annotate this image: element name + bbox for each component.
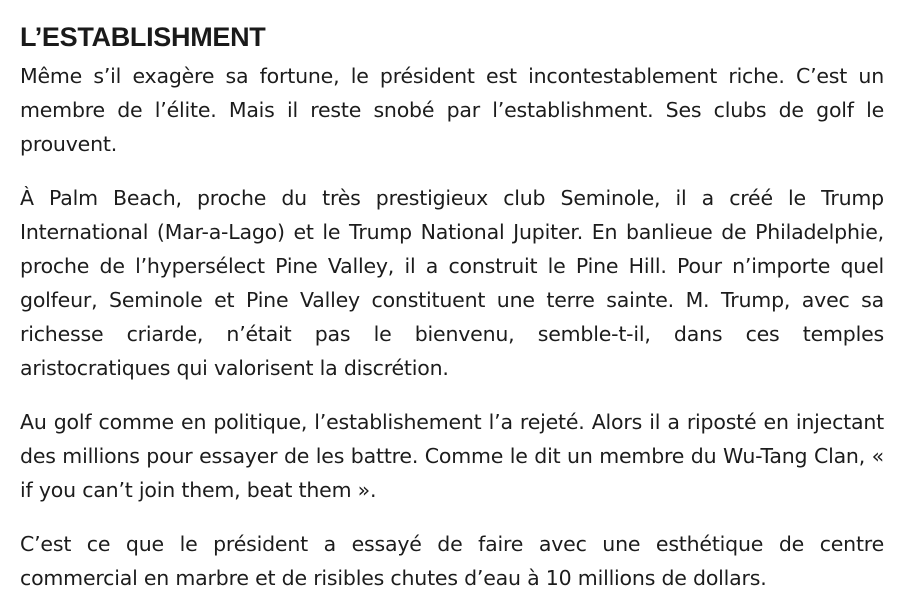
section-heading: L’ESTABLISHMENT xyxy=(20,22,266,52)
paragraph-3: Au golf comme en politique, l’establishement l’a rejeté. Alors il a riposté en injectant des millions pour essayer de les battre. Comme le dit un membre du Wu-Tang Clan, « if you can’t join them, beat them ». xyxy=(20,410,884,502)
article xyxy=(20,18,884,595)
paragraph-4: C’est ce que le président a essayé de faire avec une esthétique de centre commercial en marbre et de risibles chutes d’eau à 10 millions de dollars. xyxy=(20,532,884,590)
paragraph-2: À Palm Beach, proche du très prestigieux club Seminole, il a créé le Trump International (Mar-a-Lago) et le Trump National Jupiter. En banlieue de Philadelphie, proche de l’hypersélect Pine Valley, il a construit le Pine Hill. Pour n’importe quel golfeur, Seminole et Pine Valley constituent une terre sainte. M. Trump, avec sa richesse criarde, n’était pas le bienvenu, semble-t-il, dans ces temples aristocratiques qui valorisent la discrétion. xyxy=(20,186,884,380)
paragraph-1: Même s’il exagère sa fortune, le président est incontestablement riche. C’est un membre de l’élite. Mais il reste snobé par l’establishment. Ses clubs de golf le prouvent. xyxy=(20,64,884,156)
